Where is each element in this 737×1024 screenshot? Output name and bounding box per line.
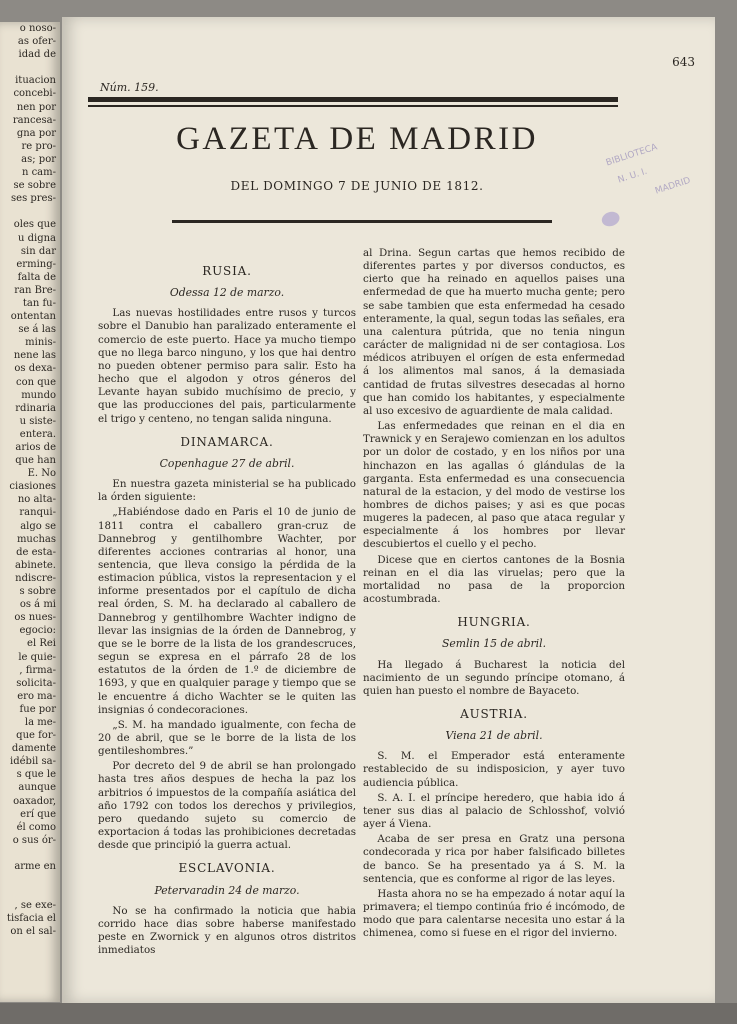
library-stamp: BIBLIOTECA N. U. I. MADRID bbox=[578, 113, 715, 252]
previous-page-fragment: tan fu- bbox=[22, 297, 56, 309]
paragraph: „S. M. ha mandado igualmente, con fecha de 20 de abril, que se le borre de la lista de los gentileshombres.” bbox=[98, 718, 356, 758]
paragraph: Por decreto del 9 de abril se han prolongado hasta tres años despues de hecha la paz los arbitrios ó impuestos de la compañía asiática del año 1792 con todos los derechos y privilegios, pero quedando sujeto su comercio de exportacion á todas las prohibiciones decretadas desde que principió la guerra actual. bbox=[98, 760, 356, 852]
previous-page-fragment: oaxador, bbox=[13, 795, 56, 807]
page-number: 643 bbox=[672, 55, 695, 69]
dateline-semlin: Semlin 15 de abril. bbox=[441, 637, 547, 651]
section-head-esclavonia: ESCLAVONIA. bbox=[178, 861, 276, 876]
paragraph: S. M. el Emperador está enteramente restablecido de su indisposicion, y ayer tuvo audiencia pública. bbox=[363, 750, 625, 789]
right-column bbox=[363, 247, 625, 943]
paragraph: En nuestra gazeta ministerial se ha publicado la órden siguiente: bbox=[98, 478, 356, 504]
previous-page-fragment bbox=[0, 205, 60, 218]
masthead-rule-thick bbox=[88, 97, 618, 102]
previous-page-fragment: idad de bbox=[18, 49, 56, 61]
dateline-copenhague: Copenhague 27 de abril. bbox=[159, 456, 295, 470]
dateline-viena: Viena 21 de abril. bbox=[445, 729, 543, 743]
section-head-dinamarca: DINAMARCA. bbox=[180, 434, 274, 449]
previous-page-fragment: se á las bbox=[18, 324, 56, 336]
previous-page-fragment: as; por bbox=[21, 153, 56, 165]
section-head-hungria: HUNGRIA. bbox=[457, 615, 531, 630]
previous-page-fragment bbox=[0, 873, 60, 886]
previous-page-fragment bbox=[0, 847, 60, 860]
previous-page-fragment: ciasiones bbox=[9, 481, 56, 493]
previous-page-fragment: oles que bbox=[13, 219, 56, 231]
paragraph: al Drina. Segun cartas que hemos recibido de diferentes partes y por diversos conductos, es cierto que ha reinado en aquellos paises una enfermedad de que ha muerto mucha gente; pero se sabe tambien que esta enfermedad ha cesado enteramente, la qual, segun todas las señales, era una calentura pútrida, que no tenia ningun carácter de malignidad ni de ser contagiosa. Los médicos atribuyen el orígen de esta enfermedad á los alimentos mal sanos, á la demasiada cantidad de frutas silvestres desecadas al horno que han comido los habitantes, y especialmente al uso excesivo de aguardiente de mala calidad. bbox=[363, 247, 625, 417]
section-head-austria: AUSTRIA. bbox=[460, 707, 528, 721]
previous-page-fragment: nene las bbox=[13, 350, 56, 362]
previous-page-fragment: mundo bbox=[21, 389, 56, 401]
previous-page-fragment: tisfacia el bbox=[6, 913, 56, 925]
previous-page-fragment: , firma- bbox=[19, 664, 56, 676]
previous-page-fragment: el Rei bbox=[27, 638, 56, 650]
previous-page-fragment: ontentan bbox=[10, 311, 56, 323]
newspaper-page bbox=[62, 17, 715, 1003]
previous-page-fragment: muchas bbox=[16, 533, 56, 545]
paragraph: Ha llegado á Bucharest la noticia del nacimiento de un segundo príncipe otomano, á quien han puesto el nombre de Bayaceto. bbox=[363, 658, 625, 697]
previous-page-fragment: damente bbox=[11, 743, 56, 755]
previous-page-fragment bbox=[0, 61, 60, 74]
previous-page-fragment: E. No bbox=[27, 468, 56, 480]
masthead-divider bbox=[172, 220, 552, 223]
previous-page-fragment: erí que bbox=[20, 808, 56, 820]
previous-page-fragment: ses pres- bbox=[11, 193, 56, 205]
previous-page-fragment: ran Bre- bbox=[14, 284, 56, 296]
previous-page-fragment: no alta- bbox=[17, 494, 56, 506]
previous-page-fragment: concebi- bbox=[13, 88, 56, 100]
paragraph: Dicese que en ciertos cantones de la Bosnia reinan en el dia las viruelas; pero que la mortalidad no pasa de la proporcion acostumbrada. bbox=[363, 553, 625, 606]
paragraph: Las nuevas hostilidades entre rusos y turcos sobre el Danubio han paralizado enteramente el comercio de este puerto. Hace ya mucho tiempo que no llega barco ninguno, y los que hai dentro no pueden obtener permiso para salir. Esto ha hecho que el algodon y otros géneros del Levante hayan subido muchísimo de precio, y que las producciones del pais, particularmente el trigo y centeno, no tengan salida ninguna. bbox=[98, 307, 356, 425]
previous-page-fragment: le quie- bbox=[18, 651, 56, 663]
previous-page-fragment: ero ma- bbox=[17, 690, 56, 702]
previous-page-fragment: erming- bbox=[16, 258, 56, 270]
previous-page-fragment: ituacion bbox=[15, 75, 56, 87]
previous-page-fragment: sin dar bbox=[20, 245, 56, 257]
previous-page-fragment: on el sal- bbox=[10, 926, 56, 938]
previous-page-fragment: de esta- bbox=[16, 546, 56, 558]
previous-page-fragment: os á mi bbox=[19, 599, 56, 611]
issue-date: DEL DOMINGO 7 DE JUNIO DE 1812. bbox=[230, 179, 484, 193]
previous-page-fragment: os dexa- bbox=[14, 363, 56, 375]
previous-page-fragment: fue por bbox=[19, 703, 56, 715]
previous-page-fragment: ranqui- bbox=[19, 507, 56, 519]
previous-page-fragment: s que le bbox=[16, 769, 56, 781]
previous-page-fragment: falta de bbox=[17, 271, 56, 283]
previous-page-fragment: aunque bbox=[18, 782, 56, 794]
previous-page-fragment: n cam- bbox=[21, 167, 56, 179]
dateline-petervaradin: Petervaradin 24 de marzo. bbox=[154, 883, 300, 897]
previous-page-fragment: minis- bbox=[25, 337, 56, 349]
previous-page-fragment: rancesa- bbox=[12, 114, 56, 126]
previous-page-fragment: os nues- bbox=[14, 612, 56, 624]
previous-page-fragment: ndiscre- bbox=[15, 572, 56, 584]
previous-page-fragment: , se exe- bbox=[14, 900, 56, 912]
paragraph: S. A. I. el príncipe heredero, que habia ido á tener sus dias al palacio de Schlosshof, volvió ayer á Viena. bbox=[363, 791, 625, 831]
previous-page-fragment: algo se bbox=[20, 520, 56, 532]
previous-page-fragment: idébil sa- bbox=[10, 756, 56, 768]
previous-page-fragment: solicita- bbox=[16, 677, 56, 689]
previous-page-fragment: él como bbox=[16, 821, 56, 833]
previous-page-fragment: abinete. bbox=[14, 559, 56, 571]
previous-page-fragment: rdinaria bbox=[15, 402, 56, 414]
previous-page-fragment: se sobre bbox=[13, 180, 56, 192]
previous-page-fragment: u digna bbox=[17, 232, 56, 244]
previous-page-fragment: entera. bbox=[19, 428, 56, 440]
previous-page-fragment: u siste- bbox=[19, 415, 56, 427]
previous-page-fragment bbox=[0, 886, 60, 899]
paragraph: „Habiéndose dado en Paris el 10 de junio de 1811 contra el caballero gran-cruz de Dannebrog y gentilhombre Wachter, por diferentes acciones contrarias al honor, una sentencia, que lleva consigo la pérdida de la estimacion pública, vistos la representacion y el informe presentados por el capítulo de dicha real órden, S. M. ha declarado al caballero de Dannebrog y gentilhombre Wachter indigno de llevar las insignias de la órden de Dannebrog, y que se le borre de la lista de los grandescruces, segun se expresa en el párrafo 28 de los estatutos de la órden de 1.º de diciembre de 1693, y que en qualquier parage y tiempo que se le encuentre á dicho Wachter se le quiten las insignias ó condecoraciones. bbox=[98, 506, 356, 716]
previous-page-fragment: que for- bbox=[16, 730, 56, 742]
previous-page-edge bbox=[0, 22, 60, 1002]
paragraph: No se ha confirmado la noticia que habia corrido hace dias sobre haberse manifestado peste en Zwornick y en algunos otros distritos inmediatos bbox=[98, 904, 356, 957]
dateline-odessa: Odessa 12 de marzo. bbox=[169, 286, 285, 300]
paragraph: Las enfermedades que reinan en el dia en Trawnick y en Serajewo comienzan en los adultos por un dolor de costado, y en los niños por una hinchazon en las agallas ó glándulas de la garganta. Esta enfermedad es una consecuencia natural de la estacion, y del modo de vestirse los hombres de dichos paises; y asi es que pocas mugeres la padecen, al paso que ataca regular y especialmente á los hombres por llevar descubiertos el cuello y el pecho. bbox=[363, 420, 625, 551]
paragraph: Hasta ahora no se ha empezado á notar aquí la primavera; el tiempo continúa frio é incómodo, de modo que para calentarse necesita uno estar á la chimenea, como si fuese en el rigor del invierno. bbox=[363, 887, 625, 940]
scan-background bbox=[0, 1003, 737, 1024]
previous-page-fragment: arios de bbox=[15, 442, 56, 453]
previous-page-fragment: arme en bbox=[14, 861, 56, 872]
section-head-rusia: RUSIA. bbox=[202, 264, 252, 278]
issue-number: Núm. 159. bbox=[100, 81, 159, 94]
left-column bbox=[98, 261, 356, 959]
previous-page-fragment: as ofer- bbox=[17, 36, 56, 48]
previous-page-fragment: con que bbox=[16, 376, 56, 388]
paragraph: Acaba de ser presa en Gratz una persona condecorada y rica por haber falsificado billetes de banco. Se ha presentado ya á S. M. la sentencia, que es conforme al rigor de las leyes. bbox=[363, 833, 625, 885]
previous-page-fragment: s sobre bbox=[19, 586, 56, 598]
previous-page-fragment: nen por bbox=[16, 101, 56, 113]
previous-page-fragment: que han bbox=[15, 455, 56, 467]
previous-page-fragment: o sus ór- bbox=[12, 834, 56, 846]
previous-page-fragment: o noso- bbox=[19, 23, 56, 34]
previous-page-fragment: re pro- bbox=[21, 140, 56, 152]
previous-page-fragment: gna por bbox=[16, 127, 56, 139]
previous-page-fragment: egocio: bbox=[19, 625, 56, 637]
newspaper-title: GAZETA DE MADRID bbox=[176, 121, 538, 157]
masthead-rule-thin bbox=[88, 105, 618, 107]
previous-page-fragment: la me- bbox=[24, 716, 56, 728]
